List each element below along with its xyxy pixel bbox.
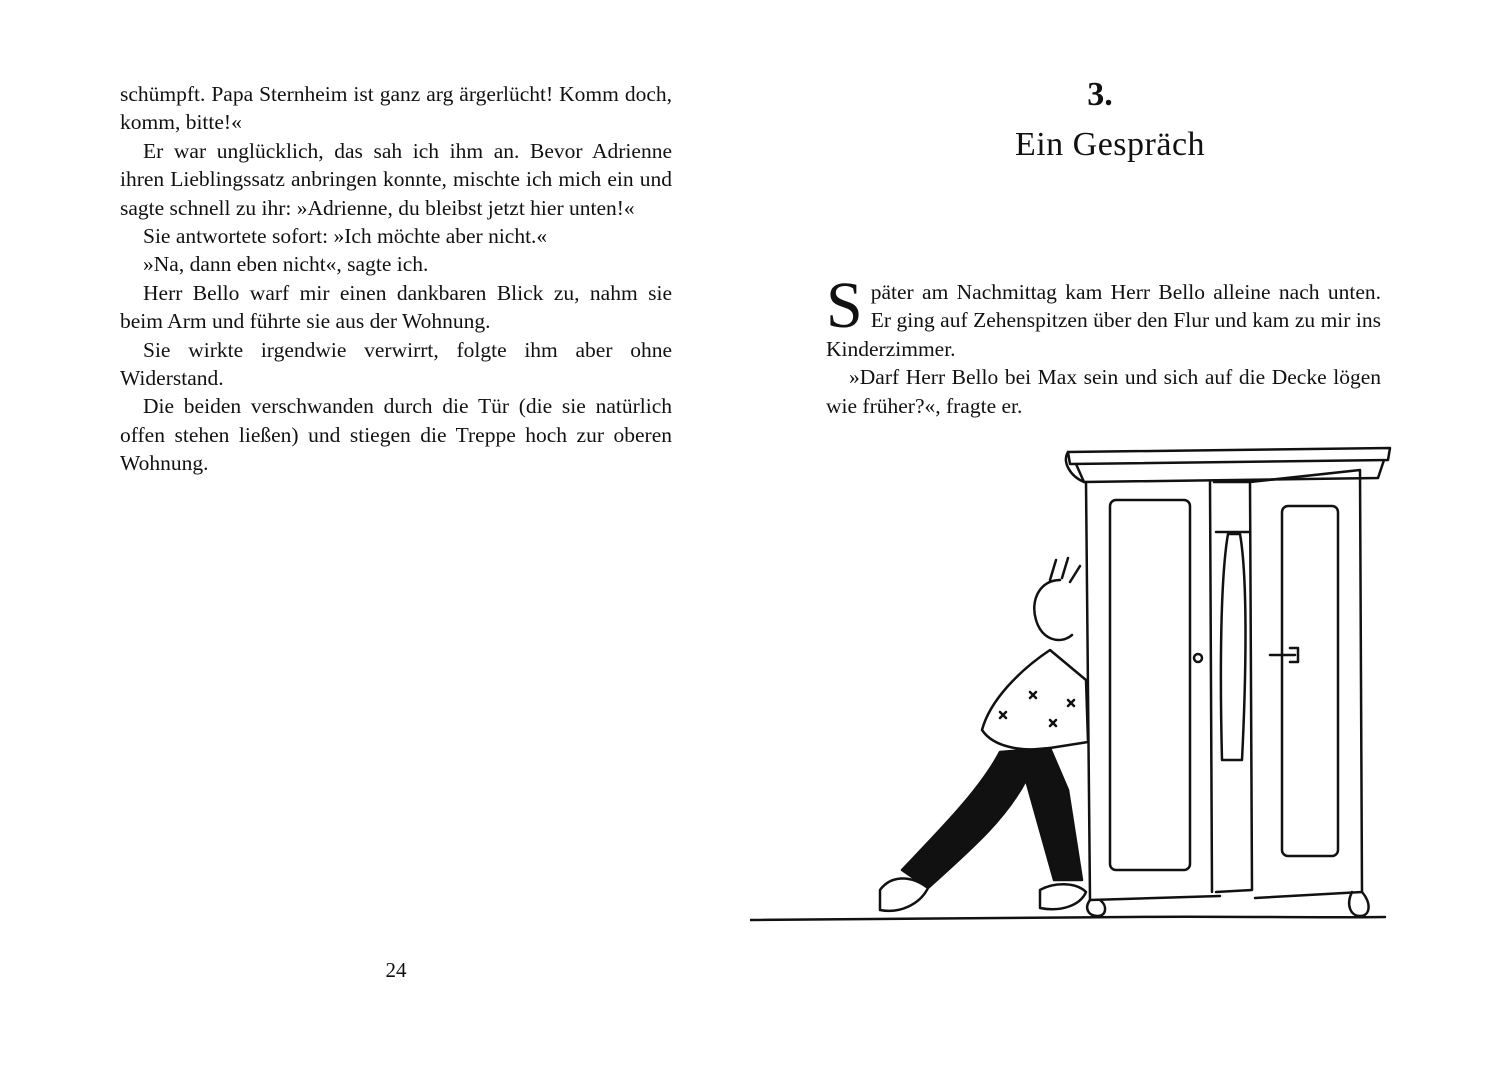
drop-cap: S	[826, 269, 863, 342]
person-shirt	[982, 650, 1088, 749]
wardrobe-door-left	[1110, 500, 1190, 870]
floor-line	[750, 917, 1385, 920]
chapter-title: Ein Gespräch	[1014, 126, 1206, 163]
person-trousers	[902, 748, 1082, 888]
wardrobe-body	[1086, 482, 1220, 900]
paragraph-text: päter am Nachmittag kam Herr Bello alleine nach unten. Er ging auf Zehenspitzen über den Flur und kam zu mir ins Kinderzimmer.	[826, 280, 1381, 361]
paragraph: Herr Bello warf mir einen dankbaren Blick zu, nahm sie beim Arm und führte sie aus der Wohnung.	[120, 280, 672, 334]
person-shoe-left	[880, 878, 928, 910]
paragraph: Sie antwortete sofort: »Ich möchte aber nicht.«	[143, 224, 548, 249]
right-page	[750, 0, 1500, 1086]
keyhole-icon	[1194, 654, 1202, 662]
left-page-text	[120, 80, 672, 478]
wardrobe-door-right	[1250, 470, 1362, 898]
right-page-text	[826, 269, 1381, 420]
paragraph	[826, 269, 1381, 363]
paragraph: Die beiden verschwanden durch die Tür (die sie natürlich offen stehen ließen) und stiegen die Treppe hoch zur oberen Wohnung.	[120, 394, 672, 476]
paragraph: schümpft. Papa Sternheim ist ganz arg ärgerlücht! Komm doch, komm, bitte!«	[120, 82, 672, 135]
chapter-number: 3.	[1087, 76, 1113, 113]
paragraph: »Na, dann eben nicht«, sagte ich.	[143, 252, 429, 277]
person-shoe-right	[1040, 884, 1086, 909]
person-head	[1034, 580, 1072, 640]
wardrobe-illustration	[750, 430, 1400, 930]
paragraph: Sie wirkte irgendwie verwirrt, folgte ihm aber ohne Widerstand.	[120, 337, 672, 391]
paragraph: »Darf Herr Bello bei Max sein und sich auf die Decke lögen wie früher?«, fragte er.	[826, 365, 1381, 418]
paragraph: Er war unglücklich, das sah ich ihm an. Bevor Adrienne ihren Lieblingssatz anbringen konnte, mischte ich mich ein und sagte schnell zu ihr: »Adrienne, du bleibst jetzt hier unten!«	[120, 138, 672, 220]
hanging-garment	[1221, 534, 1246, 760]
key-icon	[1270, 648, 1298, 662]
page-number: 24	[385, 958, 407, 982]
wardrobe-cornice	[1068, 448, 1390, 464]
